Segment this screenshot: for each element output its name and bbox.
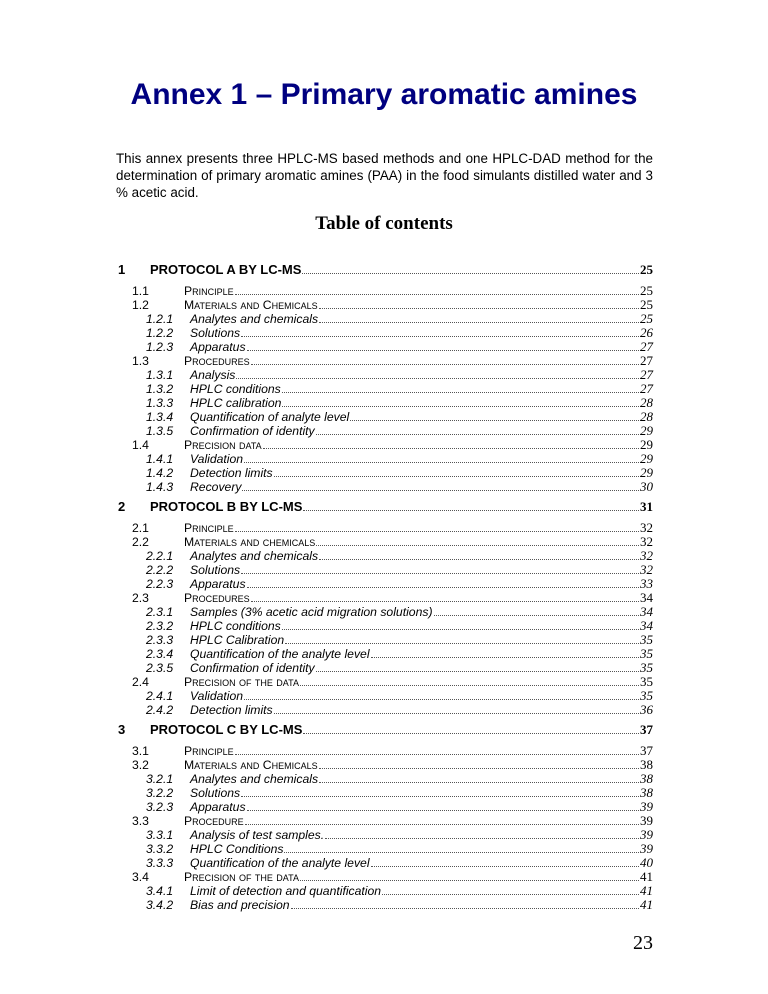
toc-entry-label: Apparatus [190, 340, 246, 354]
toc-entry-number: 2.3.4 [146, 647, 174, 661]
intro-paragraph: This annex presents three HPLC-MS based methods and one HPLC-DAD method for the determination of primary aromatic amines (PAA) in the food simulants distilled water and 3 % acetic acid. [116, 151, 653, 200]
toc-entry-page: 29 [640, 465, 653, 480]
toc-entry[interactable] [116, 479, 653, 495]
dot-leader [371, 657, 639, 658]
toc-entry-page: 39 [640, 841, 653, 856]
toc-entry-number: 2.1 [132, 521, 149, 535]
toc-entry-page: 32 [640, 520, 653, 535]
toc-entry-number: 3.3.1 [146, 828, 174, 842]
toc-entry-label: HPLC Calibration [190, 633, 285, 647]
dot-leader [371, 866, 639, 867]
dot-leader [300, 880, 639, 881]
toc-entry-page: 41 [640, 883, 653, 898]
toc-entry-number: 1.1 [132, 284, 149, 298]
toc-entry-number: 2.2.2 [146, 563, 174, 577]
toc-entry-page: 37 [640, 722, 653, 737]
dot-leader [434, 615, 639, 616]
toc-entry-label: Analytes and chemicals [190, 312, 319, 326]
toc-entry-page: 25 [640, 311, 653, 326]
dot-leader [382, 894, 639, 895]
toc-entry-number: 3.2.3 [146, 800, 174, 814]
toc-entry-page: 38 [640, 785, 653, 800]
dot-leader [247, 350, 639, 351]
toc-entry-number: 3.3.2 [146, 842, 174, 856]
toc-entry-label: Precision data [184, 438, 262, 452]
toc-entry-number: 2.4.2 [146, 703, 174, 717]
toc-entry-page: 25 [640, 262, 653, 277]
dot-leader [316, 545, 639, 546]
dot-leader [263, 448, 639, 449]
toc-entry-label: Confirmation of identity [190, 661, 315, 675]
toc-entry-page: 28 [640, 395, 653, 410]
toc-entry-label: Principle [184, 284, 234, 298]
toc-entry-number: 3.3 [132, 814, 149, 828]
toc-entry-number: 1.3.3 [146, 396, 174, 410]
toc-entry-label: Bias and precision [190, 898, 290, 912]
dot-leader [251, 364, 639, 365]
toc-entry-number: 3.2 [132, 758, 149, 772]
dot-leader [319, 322, 639, 323]
toc-entry-number: 3.1 [132, 744, 149, 758]
toc-entry-label: Materials and chemicals [184, 535, 316, 549]
toc-entry-page: 32 [640, 562, 653, 577]
toc-entry-number: 2.2 [132, 535, 149, 549]
dot-leader [282, 629, 639, 630]
toc-entry-number: 1.3.4 [146, 410, 174, 424]
toc-entry-page: 29 [640, 437, 653, 452]
toc-entry-page: 27 [640, 339, 653, 354]
toc-entry-page: 29 [640, 451, 653, 466]
dot-leader [350, 420, 639, 421]
dot-leader [303, 733, 639, 734]
toc-entry-label: Detection limits [190, 466, 273, 480]
page-title: Annex 1 – Primary aromatic amines [130, 78, 638, 111]
dot-leader [244, 699, 639, 700]
toc-entry-number: 1.4.1 [146, 452, 174, 466]
toc-entry-label: PROTOCOL B BY LC-MS [150, 499, 303, 514]
toc-entry-number: 1.2.1 [146, 312, 174, 326]
toc-entry-number: 3.2.2 [146, 786, 174, 800]
toc-entry-number: 1.3.2 [146, 382, 174, 396]
toc-entry-page: 34 [640, 604, 653, 619]
toc-entry-label: Procedures [184, 591, 250, 605]
toc-entry-number: 1.4 [132, 438, 149, 452]
toc-entry-number: 3.4.1 [146, 884, 174, 898]
toc-entry-page: 38 [640, 771, 653, 786]
toc-entry-number: 2 [118, 499, 126, 514]
toc-entry-label: Recovery [190, 480, 242, 494]
dot-leader [241, 573, 639, 574]
dot-leader [285, 643, 639, 644]
toc-entry-page: 35 [640, 632, 653, 647]
dot-leader [282, 406, 639, 407]
toc-entry-page: 30 [640, 479, 653, 494]
toc-heading: Table of contents [315, 213, 453, 234]
toc-entry-page: 26 [640, 325, 653, 340]
toc-entry-label: Quantification of analyte level [190, 410, 350, 424]
toc-entry-label: Procedure [184, 814, 244, 828]
toc-entry-label: Apparatus [190, 800, 246, 814]
toc-entry-page: 33 [640, 576, 653, 591]
toc-entry-page: 39 [640, 827, 653, 842]
toc-entry-number: 2.3.3 [146, 633, 174, 647]
toc-entry-label: Apparatus [190, 577, 246, 591]
toc-entry-page: 25 [640, 297, 653, 312]
toc-entry-label: Principle [184, 521, 234, 535]
toc-entry-label: Quantification of the analyte level [190, 856, 370, 870]
toc-entry-label: Procedures [184, 354, 250, 368]
dot-leader [282, 392, 639, 393]
toc-entry-label: HPLC Conditions [190, 842, 284, 856]
toc-entry[interactable] [116, 897, 653, 913]
toc-entry-page: 40 [640, 855, 653, 870]
toc-entry-page: 41 [640, 869, 653, 884]
dot-leader [235, 531, 639, 532]
dot-leader [241, 796, 639, 797]
toc-entry-page: 38 [640, 757, 653, 772]
dot-leader [274, 476, 639, 477]
toc-entry-number: 2.3.5 [146, 661, 174, 675]
toc-entry-page: 41 [640, 897, 653, 912]
toc-entry-number: 1.3.1 [146, 368, 174, 382]
toc-entry-number: 2.3 [132, 591, 149, 605]
toc-entry-label: Principle [184, 744, 234, 758]
toc-entry-label: Solutions [190, 326, 241, 340]
toc-entry-label: Solutions [190, 563, 241, 577]
dot-leader [325, 838, 639, 839]
dot-leader [247, 810, 639, 811]
toc-entry-label: Analytes and chemicals [190, 549, 319, 563]
toc-entry-page: 32 [640, 548, 653, 563]
toc-entry-page: 35 [640, 660, 653, 675]
toc-entry-label: Materials and Chemicals [184, 758, 318, 772]
toc-entry-number: 1.3.5 [146, 424, 174, 438]
dot-leader [247, 587, 639, 588]
dot-leader [319, 308, 639, 309]
toc-entry-label: Detection limits [190, 703, 273, 717]
dot-leader [291, 908, 639, 909]
dot-leader [235, 294, 639, 295]
toc-entry-page: 36 [640, 702, 653, 717]
toc-entry[interactable] [116, 262, 653, 278]
dot-leader [319, 782, 639, 783]
toc-entry[interactable] [116, 499, 653, 515]
dot-leader [300, 685, 639, 686]
toc-entry-page: 39 [640, 799, 653, 814]
toc-entry-label: Confirmation of identity [190, 424, 315, 438]
toc-entry-label: HPLC conditions [190, 382, 281, 396]
toc-entry-label: Validation [190, 452, 244, 466]
toc-entry-label: Quantification of the analyte level [190, 647, 370, 661]
toc-entry-page: 37 [640, 743, 653, 758]
toc-entry[interactable] [116, 722, 653, 738]
toc-entry-page: 27 [640, 367, 653, 382]
toc-entry-page: 35 [640, 646, 653, 661]
toc-entry-label: HPLC conditions [190, 619, 281, 633]
toc-entry-number: 1.2 [132, 298, 149, 312]
toc-entry-page: 34 [640, 618, 653, 633]
toc-entry-number: 2.2.1 [146, 549, 174, 563]
toc-entry-number: 2.2.3 [146, 577, 174, 591]
toc-entry-label: Samples (3% acetic acid migration solutions) [190, 605, 433, 619]
dot-leader [303, 510, 639, 511]
dot-leader [244, 462, 639, 463]
toc-entry-label: Solutions [190, 786, 241, 800]
dot-leader [316, 671, 639, 672]
toc-entry-number: 3.3.3 [146, 856, 174, 870]
toc-entry-label: PROTOCOL C BY LC-MS [150, 722, 303, 737]
dot-leader [242, 490, 639, 491]
toc-entry-number: 1 [118, 262, 126, 277]
dot-leader [319, 559, 639, 560]
toc-entry-page: 28 [640, 409, 653, 424]
toc-entry-number: 3.4.2 [146, 898, 174, 912]
toc-entry-number: 2.4 [132, 675, 149, 689]
toc-entry-number: 1.2.3 [146, 340, 174, 354]
toc-entry[interactable] [116, 702, 653, 718]
toc-entry-number: 3.4 [132, 870, 149, 884]
toc-entry-number: 3 [118, 722, 126, 737]
toc-entry-number: 1.4.2 [146, 466, 174, 480]
toc-entry-page: 29 [640, 423, 653, 438]
dot-leader [235, 754, 639, 755]
toc-entry-page: 35 [640, 674, 653, 689]
toc-entry-number: 2.3.1 [146, 605, 174, 619]
toc-entry-page: 32 [640, 534, 653, 549]
toc-entry-label: PROTOCOL A BY LC-MS [150, 262, 302, 277]
dot-leader [236, 378, 639, 379]
toc-entry-label: HPLC calibration [190, 396, 282, 410]
dot-leader [302, 273, 639, 274]
toc-entry-number: 2.4.1 [146, 689, 174, 703]
dot-leader [245, 824, 639, 825]
dot-leader [251, 601, 639, 602]
toc-entry-page: 31 [640, 499, 653, 514]
toc-entry-number: 1.2.2 [146, 326, 174, 340]
dot-leader [284, 852, 639, 853]
dot-leader [316, 434, 639, 435]
page-number: 23 [633, 932, 653, 954]
toc-entry-page: 27 [640, 381, 653, 396]
toc-entry-number: 2.3.2 [146, 619, 174, 633]
dot-leader [241, 336, 639, 337]
toc-entry-label: Precision of the data [184, 675, 299, 689]
toc-entry-page: 34 [640, 590, 653, 605]
toc-entry-page: 35 [640, 688, 653, 703]
toc-entry-label: Analytes and chemicals [190, 772, 319, 786]
toc-entry-label: Materials and Chemicals [184, 298, 318, 312]
toc-entry-label: Analysis of test samples. [190, 828, 325, 842]
toc-entry-label: Validation [190, 689, 244, 703]
dot-leader [319, 768, 639, 769]
toc-entry-label: Analysis [190, 368, 236, 382]
dot-leader [274, 713, 639, 714]
toc-entry-label: Precision of the data [184, 870, 299, 884]
toc-entry-number: 1.4.3 [146, 480, 174, 494]
toc-entry-number: 3.2.1 [146, 772, 174, 786]
toc-entry-number: 1.3 [132, 354, 149, 368]
toc-entry-page: 39 [640, 813, 653, 828]
toc-entry-page: 27 [640, 353, 653, 368]
toc-entry-page: 25 [640, 283, 653, 298]
toc-entry-label: Limit of detection and quantification [190, 884, 382, 898]
